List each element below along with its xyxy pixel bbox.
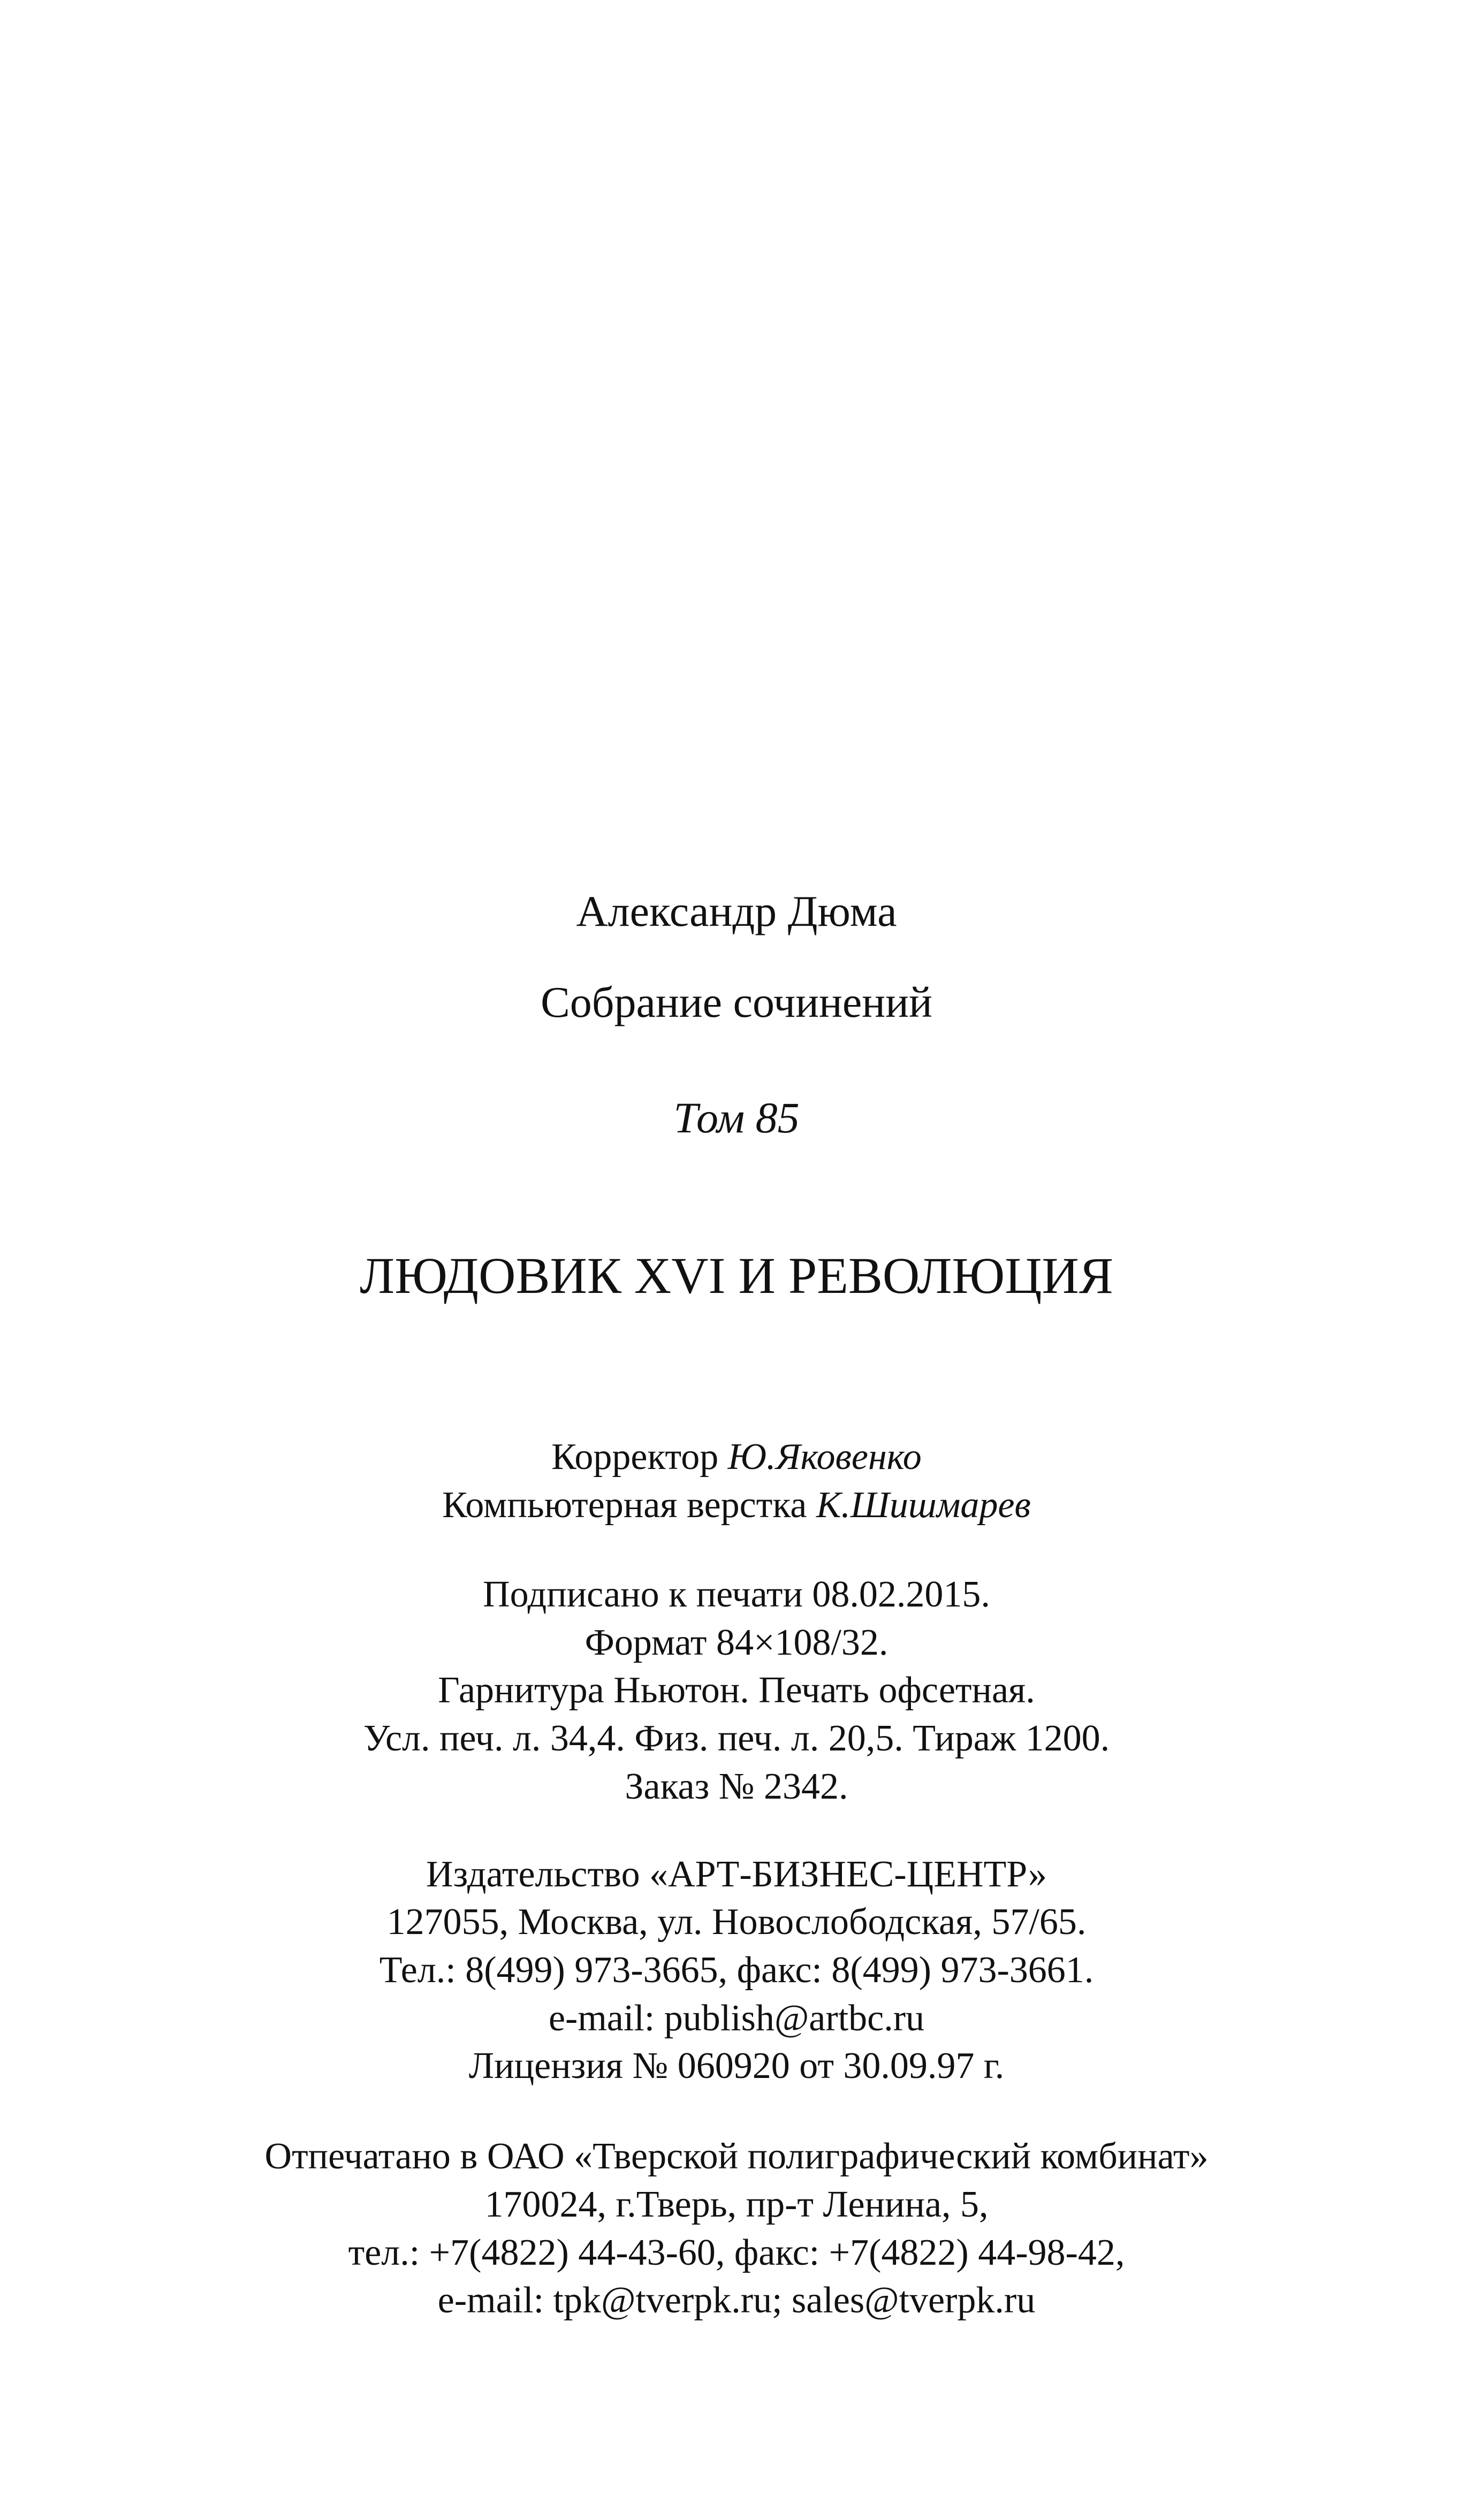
book-title: ЛЮДОВИК XVI И РЕВОЛЮЦИЯ	[360, 1247, 1113, 1304]
corrector-name: Ю.Яковенко	[727, 1436, 922, 1478]
collection-title: Собрание сочинений	[541, 978, 932, 1026]
publisher-name: Издательство «АРТ-БИЗНЕС-ЦЕНТР»	[426, 1854, 1047, 1895]
publisher-phone: Тел.: 8(499) 973-3665, факс: 8(499) 973-3661.	[379, 1950, 1094, 1991]
printer-address: 170024, г.Тверь, пр-т Ленина, 5,	[484, 2184, 989, 2225]
printer-email: e-mail: tpk@tverpk.ru; sales@tverpk.ru	[437, 2280, 1036, 2321]
typeface-info: Гарнитура Ньютон. Печать офсетная.	[438, 1670, 1035, 1711]
layout-credit	[0, 1484, 1473, 1526]
paper-format: Формат 84×108/32.	[584, 1622, 889, 1663]
publisher-email: e-mail: publish@artbc.ru	[548, 1998, 925, 2039]
signed-for-print: Подписано к печати 08.02.2015.	[483, 1574, 990, 1615]
publisher-license: Лицензия № 060920 от 30.09.97 г.	[468, 2045, 1005, 2087]
publisher-address: 127055, Москва, ул. Новослободская, 57/65.	[386, 1901, 1087, 1943]
printer-phone: тел.: +7(4822) 44-43-60, факс: +7(4822) 44-98-42,	[348, 2232, 1125, 2273]
print-sheets-info: Усл. печ. л. 34,4. Физ. печ. л. 20,5. Тираж 1200.	[363, 1718, 1110, 1759]
volume-number: Том 85	[673, 1093, 800, 1142]
printer-name: Отпечатано в ОАО «Тверской полиграфический комбинат»	[264, 2136, 1209, 2177]
layout-name: К.Шишмарев	[816, 1484, 1031, 1526]
order-number: Заказ № 2342.	[625, 1766, 848, 1807]
corrector-credit	[0, 1438, 1473, 1476]
corrector-label: Корректор	[551, 1436, 719, 1478]
layout-label: Компьютерная верстка	[442, 1484, 807, 1526]
author-name: Александр Дюма	[576, 887, 897, 935]
